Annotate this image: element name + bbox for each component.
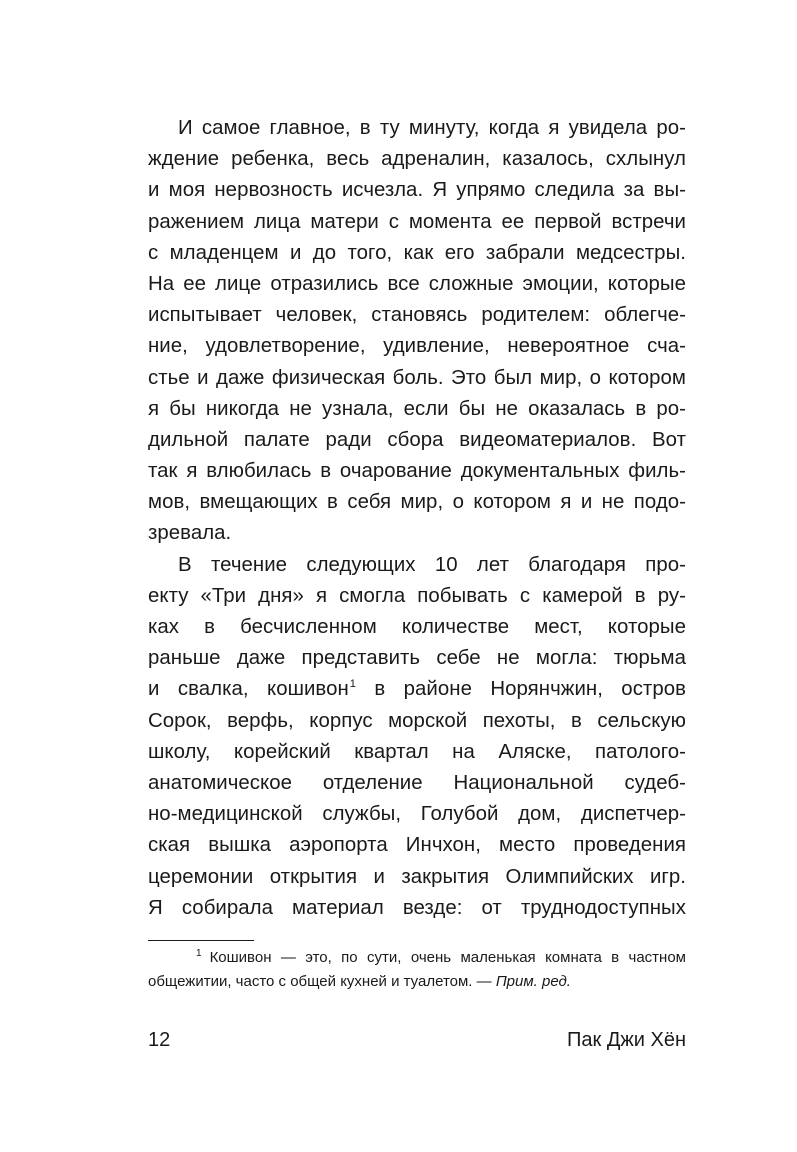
text-line: [148, 674, 686, 705]
footnote-text: Кошивон — это, по сути, очень маленькая комната в частном: [209, 949, 686, 966]
text-segment: и свалка, кошивон: [148, 678, 349, 701]
text-line: мов, вмещающих в себя мир, о котором я и не подо-: [148, 491, 686, 514]
text-line: дильной палате ради сбора видеоматериалов. Вот: [148, 428, 686, 451]
text-line: екту «Три дня» я смогла побывать с камерой в ру-: [148, 584, 686, 607]
text-line: ражением лица матери с момента ее первой встречи: [148, 210, 686, 233]
text-line: На ее лице отразились все сложные эмоции, которые: [148, 272, 686, 295]
text-line: церемонии открытия и закрытия Олимпийских игр.: [148, 865, 686, 888]
footnote-line: [148, 946, 686, 970]
footnote-number: 1: [196, 948, 202, 959]
running-footer-author: Пак Джи Хён: [567, 1029, 686, 1051]
footnote: [148, 946, 686, 994]
text-line: ждение ребенка, весь адреналин, казалось, схлынул: [148, 148, 686, 171]
text-line: зревала.: [148, 522, 232, 545]
text-line: стье и даже физическая боль. Это был мир, о котором: [148, 366, 686, 389]
text-line: испытывает человек, становясь родителем: облегче-: [148, 304, 686, 327]
text-line: раньше даже представить себе не могла: тюрьма: [148, 647, 686, 670]
text-line: школу, корейский квартал на Аляске, патолого-: [148, 740, 686, 763]
text-line: ние, удовлетворение, удивление, невероятное сча-: [148, 335, 686, 358]
text-line: Я собирала материал везде: от труднодоступных: [148, 896, 686, 919]
text-line: ках в бесчисленном количестве мест, которые: [148, 616, 686, 638]
text-line: Сорок, верфь, корпус морской пехоты, в сельскую: [148, 709, 686, 732]
footnote-text: общежитии, часто с общей кухней и туалетом. —: [148, 973, 496, 990]
editor-note: Прим. ред.: [495, 973, 571, 990]
text-line: и моя нервозность исчезла. Я упрямо следила за вы-: [148, 179, 686, 202]
text-line: но-медицинской службы, Голубой дом, диспетчер-: [148, 803, 686, 826]
body-text: [148, 113, 686, 924]
text-line: так я влюбилась в очарование документальных филь-: [148, 460, 686, 483]
text-line: я бы никогда не узнала, если бы не оказалась в ро-: [148, 397, 686, 420]
footnote-divider: [148, 940, 254, 941]
text-line: И самое главное, в ту минуту, когда я увидела ро-: [178, 117, 686, 139]
text-line: ская вышка аэропорта Инчхон, место проведения: [148, 834, 686, 857]
page-number: 12: [148, 1029, 171, 1051]
text-line: анатомическое отделение Национальной судеб-: [148, 771, 686, 794]
text-segment: в районе Норянчжин, остров: [355, 678, 686, 701]
text-line: с младенцем и до того, как его забрали медсестры.: [148, 241, 686, 264]
footnote-reference: 1: [349, 678, 356, 691]
text-line: В течение следующих 10 лет благодаря про-: [178, 553, 686, 576]
footnote-line: [148, 970, 686, 994]
